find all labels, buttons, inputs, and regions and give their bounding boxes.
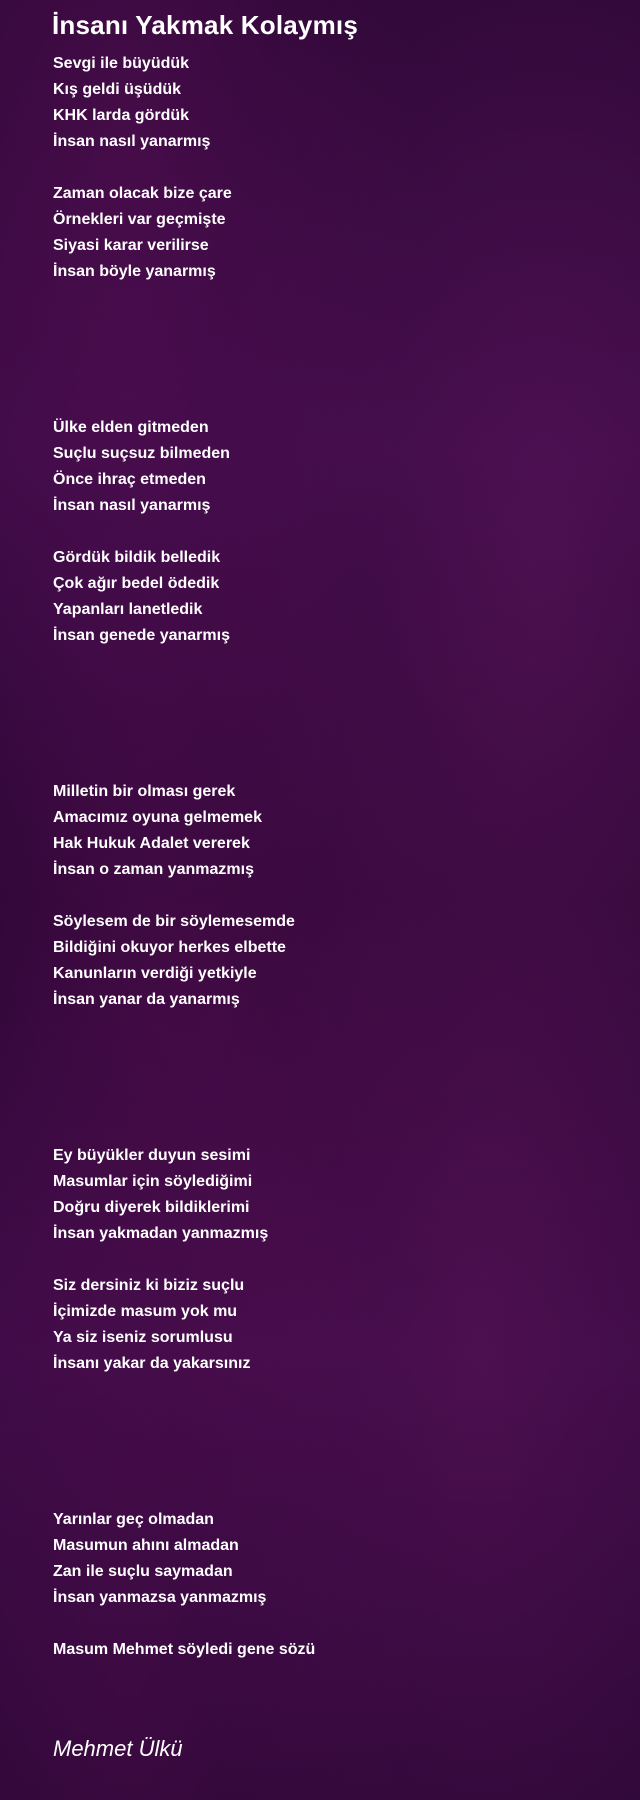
stanza-6 bbox=[53, 909, 613, 1013]
poem-line: Siyasi karar verilirse bbox=[53, 237, 209, 254]
poem-line: Doğru diyerek bildiklerimi bbox=[53, 1199, 250, 1216]
poem-line: Önce ihraç etmeden bbox=[53, 471, 206, 488]
poem-line: Yapanları lanetledik bbox=[53, 601, 203, 618]
stanza-2 bbox=[53, 181, 613, 285]
poem-line: Kış geldi üşüdük bbox=[53, 81, 182, 98]
stanza-8 bbox=[53, 1273, 613, 1377]
poem-line: İnsanı yakar da yakarsınız bbox=[53, 1355, 251, 1372]
poem-line: Ülke elden gitmeden bbox=[53, 419, 209, 436]
poem-line: İnsan yanar da yanarmış bbox=[53, 991, 240, 1008]
poem-line: Suçlu suçsuz bilmeden bbox=[53, 445, 230, 462]
poem-line: İnsan nasıl yanarmış bbox=[53, 497, 211, 514]
poem-line: Kanunların verdiği yetkiyle bbox=[53, 965, 257, 982]
poem-line: Yarınlar geç olmadan bbox=[53, 1511, 214, 1528]
poem-line: Ey büyükler duyun sesimi bbox=[53, 1147, 251, 1164]
poem-line: Bildiğini okuyor herkes elbette bbox=[53, 939, 286, 956]
stanza-10 bbox=[53, 1637, 613, 1663]
poem-line: Sevgi ile büyüdük bbox=[53, 55, 190, 72]
poem-line: Masumun ahını almadan bbox=[53, 1537, 239, 1554]
poem-line: İnsan yanmazsa yanmazmış bbox=[53, 1589, 267, 1606]
poem-line: Milletin bir olması gerek bbox=[53, 783, 236, 800]
stanza-9 bbox=[53, 1507, 613, 1611]
stanza-3 bbox=[53, 415, 613, 519]
poem-line: Söylesem de bir söylemesemde bbox=[53, 913, 295, 930]
stanza-7 bbox=[53, 1143, 613, 1247]
poem-line: İnsan genede yanarmış bbox=[53, 627, 230, 644]
poem-title: İnsanı Yakmak Kolaymış bbox=[52, 10, 358, 40]
poem-body bbox=[53, 51, 613, 1663]
poem-line: İnsan yakmadan yanmazmış bbox=[53, 1225, 269, 1242]
poem-line: Siz dersiniz ki biziz suçlu bbox=[53, 1277, 245, 1294]
poem-line: Zan ile suçlu saymadan bbox=[53, 1563, 233, 1580]
poem-line: Gördük bildik belledik bbox=[53, 549, 221, 566]
poem-line: İçimizde masum yok mu bbox=[53, 1303, 238, 1320]
stanza-1 bbox=[53, 51, 613, 155]
poem-line: Amacımız oyuna gelmemek bbox=[53, 809, 262, 826]
poem-line: Masumlar için söylediğimi bbox=[53, 1173, 253, 1190]
poem-line: Hak Hukuk Adalet vererek bbox=[53, 835, 250, 852]
poem-line: İnsan nasıl yanarmış bbox=[53, 133, 211, 150]
stanza-4 bbox=[53, 545, 613, 649]
poem-line: Masum Mehmet söyledi gene sözü bbox=[53, 1641, 316, 1658]
poem-line: KHK larda gördük bbox=[53, 107, 190, 124]
poem-line: Örnekleri var geçmişte bbox=[53, 211, 226, 228]
poem-line: İnsan böyle yanarmış bbox=[53, 263, 216, 280]
poem-line: Zaman olacak bize çare bbox=[53, 185, 232, 202]
stanza-5 bbox=[53, 779, 613, 883]
poem-line: Ya siz iseniz sorumlusu bbox=[53, 1329, 233, 1346]
poem-author: Mehmet Ülkü bbox=[53, 1736, 183, 1761]
poem-line: Çok ağır bedel ödedik bbox=[53, 575, 220, 592]
poem-line: İnsan o zaman yanmazmış bbox=[53, 861, 254, 878]
